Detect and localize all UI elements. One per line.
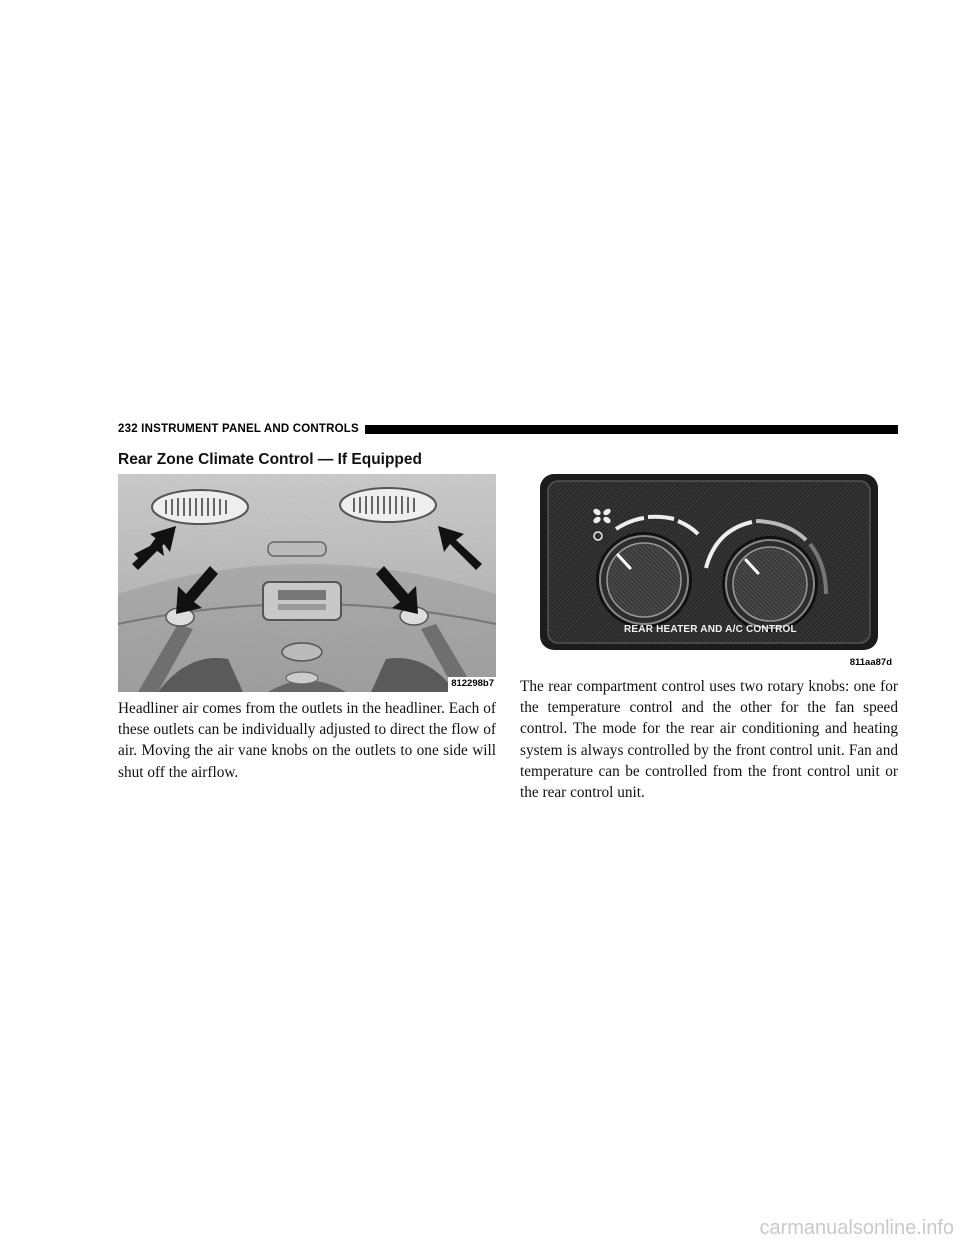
- control-panel-label: REAR HEATER AND A/C CONTROL: [624, 624, 797, 635]
- section-title: Rear Zone Climate Control — If Equipped: [118, 451, 422, 468]
- watermark: carmanualsonline.info: [759, 1217, 954, 1239]
- fan-speed-knob: [596, 532, 692, 628]
- figure-code-left: 812298b7: [451, 678, 494, 689]
- vent-right: [340, 488, 436, 522]
- paragraph-rear-compartment-control: The rear compartment control uses two rotary knobs: one for the temperature control and the other for the fan speed control. The mode for the rear air conditioning and heating system is always controlled by the front control unit. Fan and temperature can be controlled from the front control unit or the rear control unit.: [520, 678, 898, 802]
- rear-control-panel-illustration: [520, 474, 898, 668]
- figure-code-right: 811aa87d: [849, 657, 892, 668]
- paragraph-headliner-air: Headliner air comes from the outlets in the headliner. Each of these outlets can be individually adjusted to direct the flow of air. Moving the air vane knobs on the outlets to one side will shut off the airflow.: [118, 700, 496, 781]
- page-header-text: 232 INSTRUMENT PANEL AND CONTROLS: [118, 423, 359, 435]
- header-rule: [365, 425, 898, 434]
- vent-left: [152, 490, 248, 524]
- page-header: [118, 422, 898, 436]
- headliner-illustration: [118, 474, 496, 692]
- temperature-knob: [722, 536, 818, 632]
